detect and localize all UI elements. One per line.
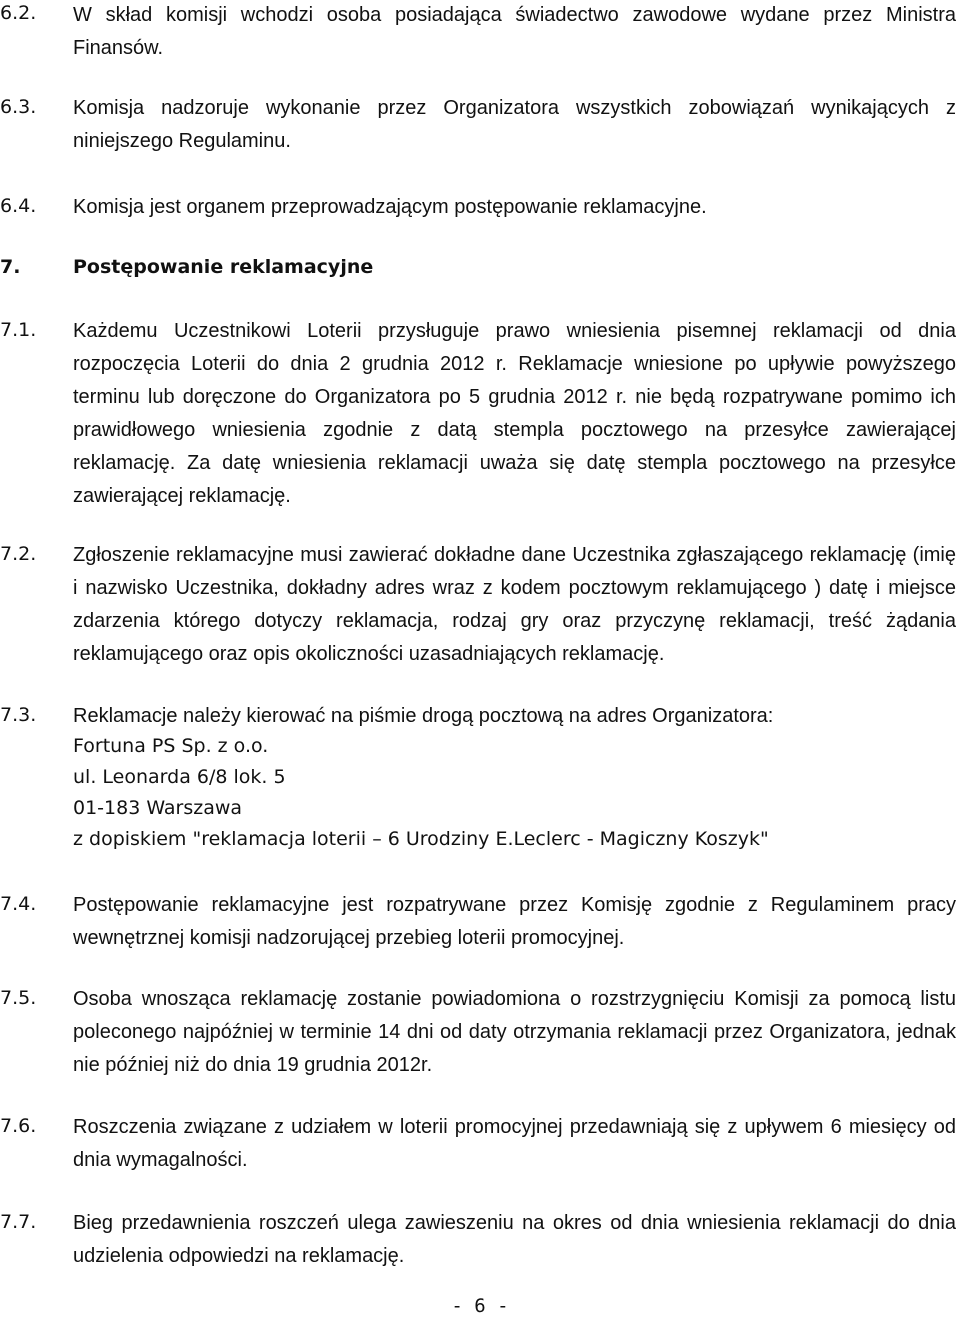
section-text: Każdemu Uczestnikowi Loterii przysługuje prawo wniesienia pisemnej reklamacji od dnia rozpoczęcia Loterii do dnia 2 grudnia 2012 r. Reklamacje wniesione po upływie powyższego terminu lub doręczone do Organizatora po 5 grudnia 2012 r. nie będą rozpatrywane pomimo ich prawidłowego wniesienia zgodnie z datą stempla pocztowego na przesyłce zawierającej reklamację. Za datę wniesienia reklamacji uważa się datę stempla pocztowego na przesyłce zawierającej reklamację.: [73, 320, 956, 507]
section-number: 7.1.: [0, 319, 37, 341]
section-text: Bieg przedawnienia roszczeń ulega zawieszeniu na okres od dnia wniesienia reklamacji do dnia udzielenia odpowiedzi na reklamację.: [73, 1212, 956, 1267]
section-number: 7.7.: [0, 1211, 37, 1233]
section-number: 6.4.: [0, 195, 37, 217]
section-number: 7.6.: [0, 1115, 37, 1137]
section-number: 7.2.: [0, 543, 37, 565]
section-text: Osoba wnosząca reklamację zostanie powiadomiona o rozstrzygnięciu Komisji za pomocą listu poleconego najpóźniej w terminie 14 dni od daty otrzymania reklamacji przez Organizatora, jednak nie później niż do dnia 19 grudnia 2012r.: [73, 988, 956, 1076]
address-line: z dopiskiem "reklamacja loterii – 6 Urodziny E.Leclerc - Magiczny Koszyk": [73, 828, 769, 850]
section-text: Roszczenia związane z udziałem w loterii promocyjnej przedawniają się z upływem 6 miesięcy od dnia wymagalności.: [73, 1116, 956, 1171]
page-number: - 6 -: [451, 1295, 509, 1317]
section-text: Komisja nadzoruje wykonanie przez Organizatora wszystkich zobowiązań wynikających z niniejszego Regulaminu.: [73, 97, 956, 152]
address-line: 01-183 Warszawa: [73, 797, 243, 819]
section-text: W skład komisji wchodzi osoba posiadająca świadectwo zawodowe wydane przez Ministra Finansów.: [73, 4, 956, 59]
organizer-address: [73, 731, 769, 855]
section-number: 6.2.: [0, 2, 37, 24]
heading-number: 7.: [0, 256, 21, 278]
address-line: ul. Leonarda 6/8 lok. 5: [73, 766, 286, 788]
section-heading-7: [0, 256, 374, 278]
section-number: 7.5.: [0, 987, 37, 1009]
section-text: Reklamacje należy kierować na piśmie drogą pocztową na adres Organizatora:: [73, 705, 774, 727]
section-text: Zgłoszenie reklamacyjne musi zawierać dokładne dane Uczestnika zgłaszającego reklamację (imię i nazwisko Uczestnika, dokładny adres wraz z kodem pocztowym reklamującego ) datę i miejsce zdarzenia którego dotyczy reklamacja, rodzaj gry oraz przyczynę reklamacji, treść żądania reklamującego oraz opis okoliczności uzasadniających reklamację.: [73, 544, 956, 665]
section-text: Komisja jest organem przeprowadzającym postępowanie reklamacyjne.: [73, 196, 707, 218]
section-number: 7.3.: [0, 704, 37, 726]
section-text: Postępowanie reklamacyjne jest rozpatrywane przez Komisję zgodnie z Regulaminem pracy wewnętrznej komisji nadzorującej przebieg loterii promocyjnej.: [73, 894, 956, 949]
section-number: 7.4.: [0, 893, 37, 915]
section-number: 6.3.: [0, 96, 37, 118]
address-line: Fortuna PS Sp. z o.o.: [73, 735, 269, 757]
heading-title: Postępowanie reklamacyjne: [73, 256, 374, 278]
